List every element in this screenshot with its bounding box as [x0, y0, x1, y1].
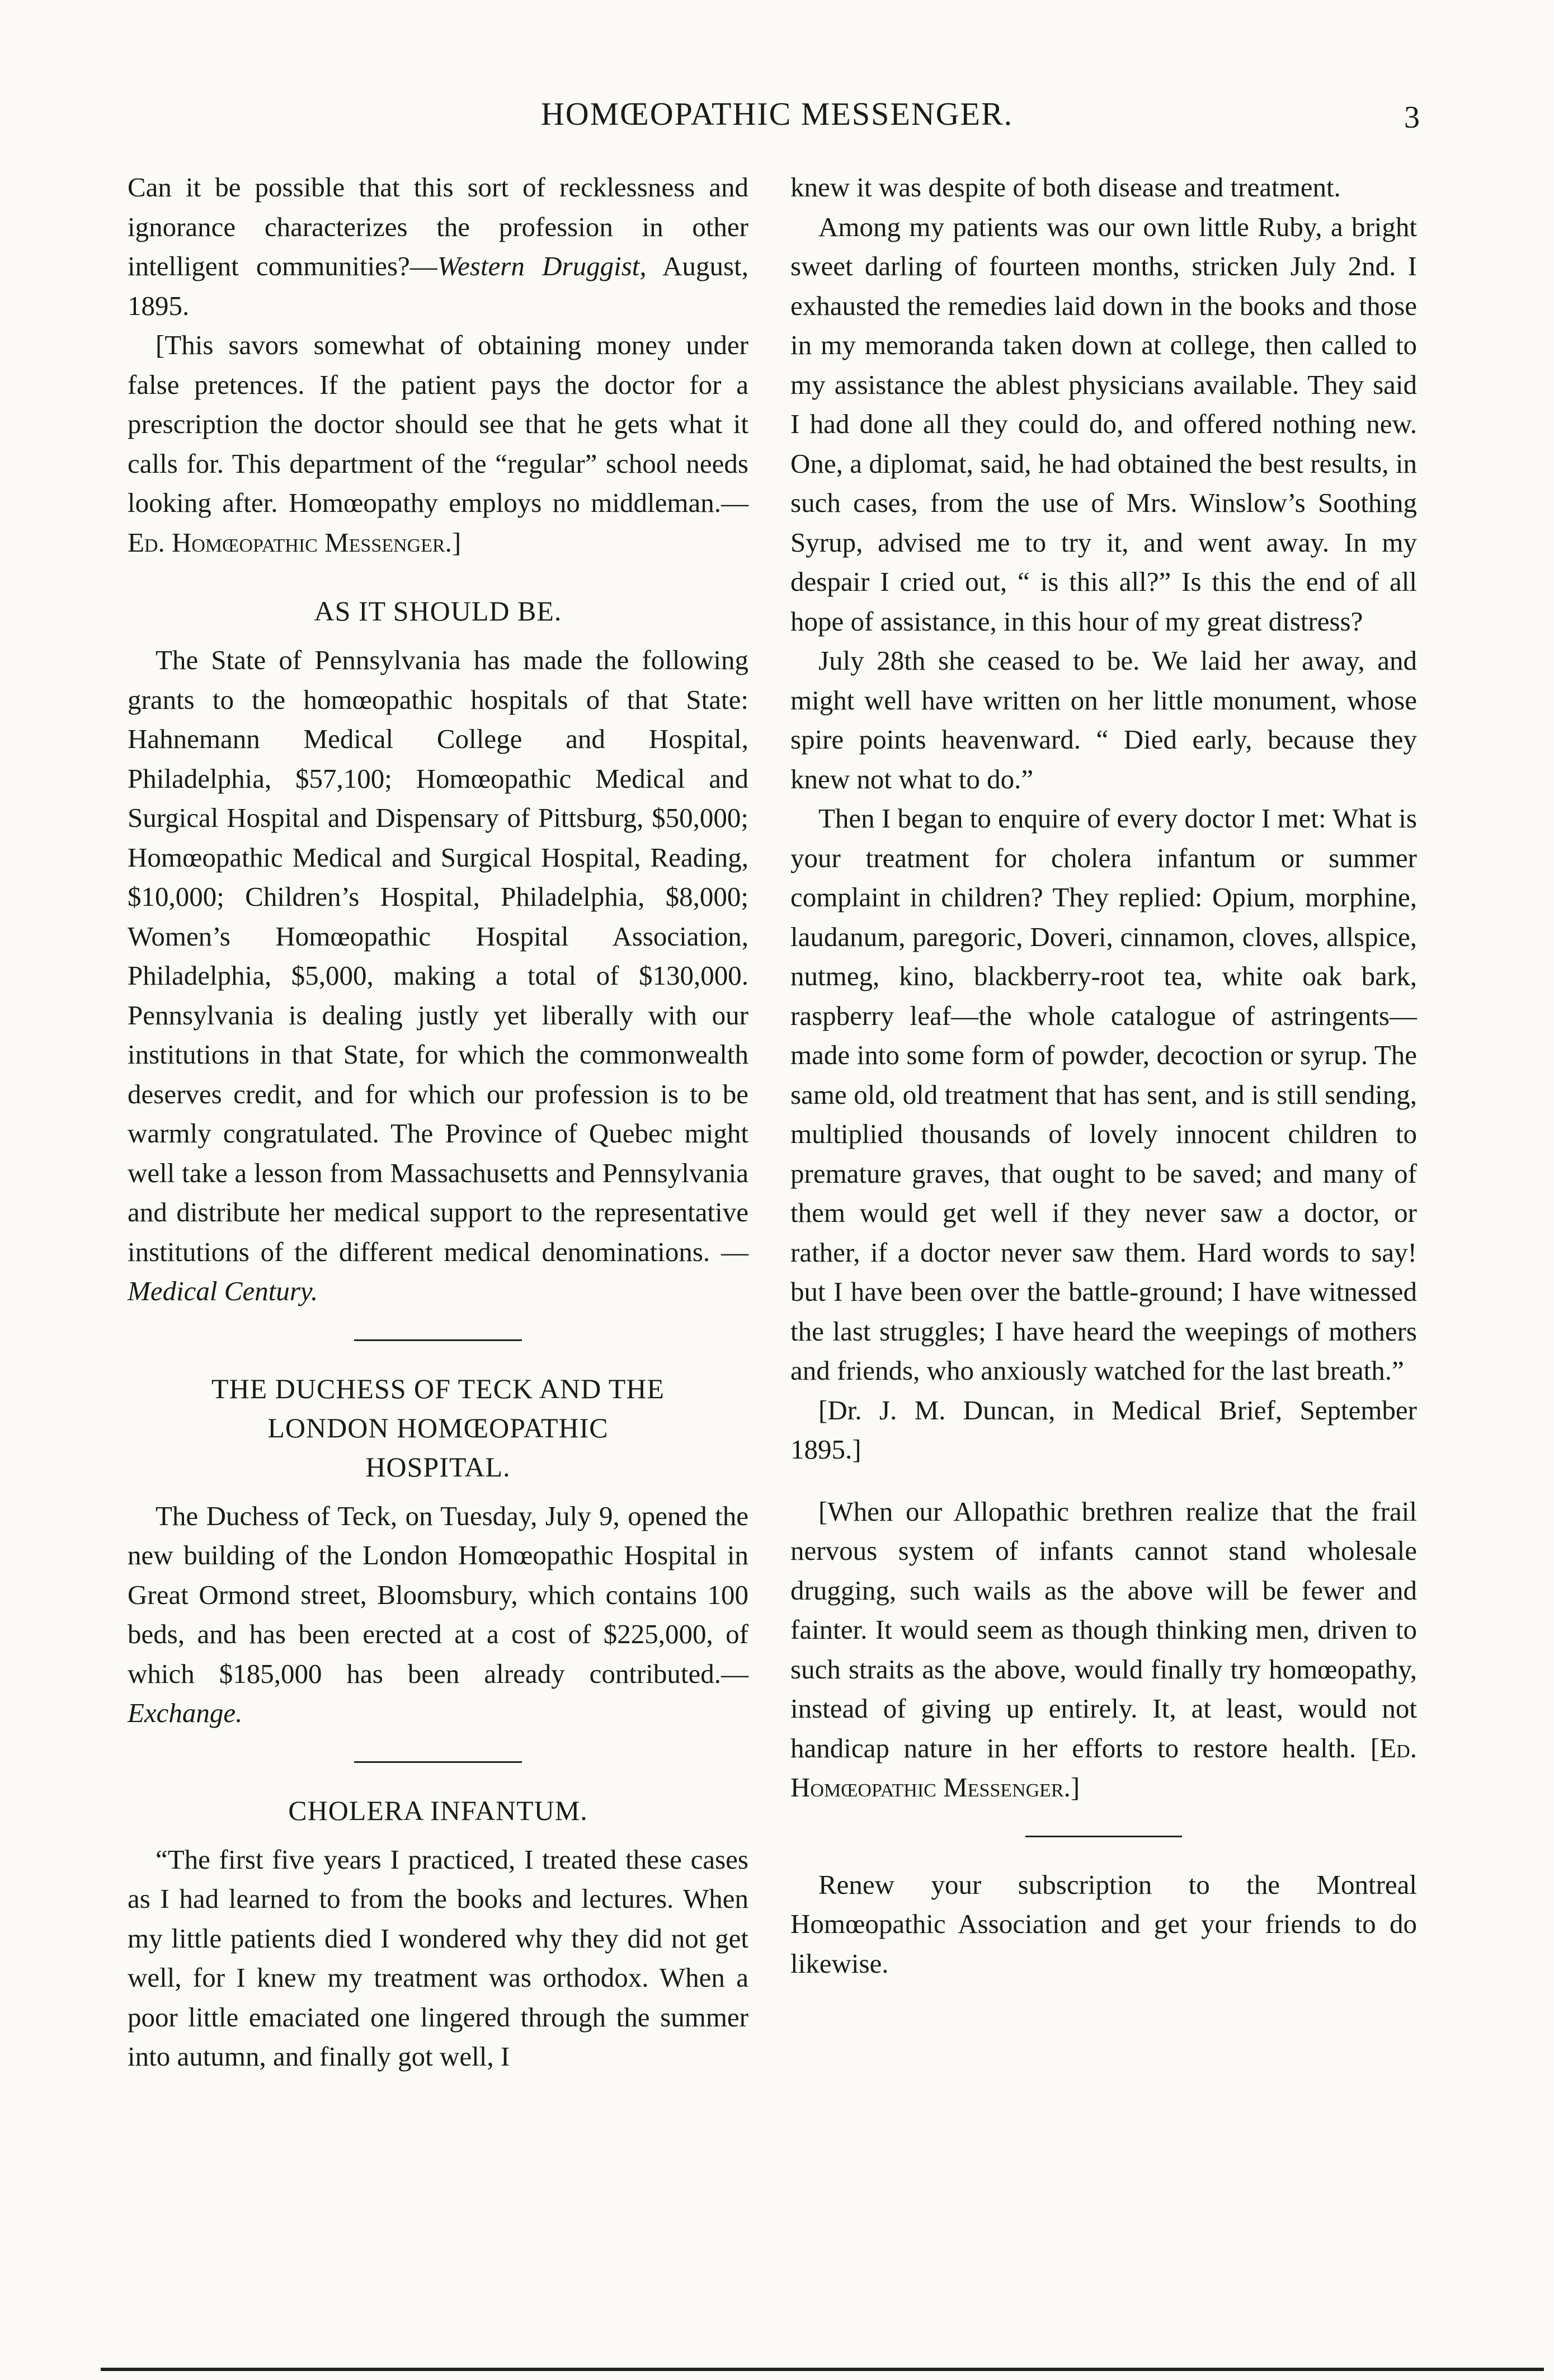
bottom-rule [101, 2368, 1544, 2371]
body-text: The Duchess of Teck, on Tuesday, July 9, opened the new building of the London Homœopathic Hospital in Great Ormond street, Bloomsbury, which contains 100 beds, and has been erected at a cost of $225,000, of which $185,000 has been already contributed.— [128, 1500, 748, 1689]
page-number: 3 [1404, 100, 1420, 135]
citation: [Dr. J. M. Duncan, in Medical Brief, September 1895.] [790, 1394, 1417, 1465]
intro-date: August, 1895. [128, 251, 748, 321]
title-line: THE DUCHESS OF TECK AND THE [211, 1372, 665, 1404]
intro-paragraph [128, 168, 748, 326]
section-title: CHOLERA INFANTUM. [288, 1794, 588, 1826]
editor-signature: Ed. Homœopathic Messenger.] [790, 1732, 1417, 1803]
section-title [128, 1369, 748, 1487]
body-text: The State of Pennsylvania has made the following grants to the homœopathic hospitals of that State: Hahnemann Medical College and Hospital, Philadelphia, $57,100; Homœopathic Medical and Surgical Hospital and Dispensary of Pittsburg, $50,000; Homœopathic Medical and Surgical Hospital, Reading, $10,000; Children’s Hospital, Philadelphia, $8,000; Women’s Homœopathic Hospital Association, Philadelphia, $5,000, making a total of $130,000. Pennsylvania is dealing justly yet liberally with our institutions in that State, for which the commonwealth deserves credit, and for which our profession is to be warmly congratulated. The Province of Quebec might well take a lesson from Massachusetts and Pennsylvania and distribute her medical support to the representative institutions of the different medical denominations. — [128, 645, 748, 1267]
page-header [0, 95, 1554, 157]
continued-paragraph: knew it was despite of both disease and treatment. [790, 172, 1341, 203]
divider-rule [354, 1761, 522, 1763]
editor-note-left [128, 326, 748, 562]
title-line: LONDON HOMŒOPATHIC [267, 1412, 609, 1443]
divider-rule [354, 1339, 522, 1341]
title-line: HOSPITAL. [365, 1451, 511, 1483]
subscription-notice: Renew your subscription to the Montreal Homœopathic Association and get your friends to do likewise. [790, 1869, 1417, 1979]
source-citation: Exchange. [128, 1697, 243, 1728]
intro-source: Western Druggist, [437, 251, 647, 281]
editor-note-text: [When our Allopathic brethren realize that the frail nervous system of infants cannot stand wholesale drugging, such wails as the above will be fewer and fainter. It would seem as though thinking men, driven to such straits as the above, would finally try homœopathy, instead of giving up entirely. It, at least, would not handicap nature in her efforts to restore health. [ [790, 1495, 1417, 1763]
journal-title: HOMŒOPATHIC MESSENGER. [540, 96, 1014, 132]
section-duchess-of-teck [128, 1369, 748, 1733]
left-column [128, 168, 748, 2077]
section-body [128, 641, 748, 1311]
section-body: “The first five years I practiced, I treated these cases as I had learned to from the books and lectures. When my little patients died I wondered why they did not get well, for I knew my treatment was orthodox. When a poor little emaciated one lingered through the summer into autumn, and finally got well, I [128, 1843, 748, 2072]
paragraph: July 28th she ceased to be. We laid her away, and might well have written on her little monument, whose spire points heavenward. “ Died early, because they knew not what to do.” [790, 645, 1417, 794]
intro-text: Can it be possible that this sort of recklessness and ignorance characterizes the profession in other intelligent communities?— [128, 172, 748, 281]
editor-signature: Ed. Homœopathic Messenger.] [128, 526, 462, 558]
section-body [128, 1497, 748, 1733]
section-as-it-should-be [128, 591, 748, 1311]
right-column [790, 168, 1417, 1983]
editor-note-text: [This savors somewhat of obtaining money under false pretences. If the patient pays the doctor for a prescription the doctor should see that he gets what it calls for. This department of the “regular” school needs looking after. Homœopathy employs no middleman.— [128, 330, 748, 518]
editor-note-right [790, 1492, 1417, 1808]
divider-rule [1025, 1836, 1182, 1837]
section-cholera-infantum [128, 1791, 748, 2077]
section-title: AS IT SHOULD BE. [314, 595, 562, 627]
paragraph: Then I began to enquire of every doctor I met: What is your treatment for cholera infantum or summer complaint in children? They replied: Opium, morphine, laudanum, paregoric, Doveri, cinnamon, cloves, allspice, nutmeg, kino, blackberry-root tea, white oak bark, raspberry leaf—the whole catalogue of astringents—made into some form of powder, decoction or syrup. The same old, old treatment that has sent, and is still sending, multiplied thousands of lovely innocent children to premature graves, that ought to be saved; and many of them would get well if they never saw a doctor, or rather, if a doctor never saw them. Hard words to say! but I have been over the battle-ground; I have witnessed the last struggles; I have heard the weepings of mothers and friends, who anxiously watched for the last breath.” [790, 803, 1417, 1386]
source-citation: Medical Century. [128, 1276, 318, 1306]
paragraph: Among my patients was our own little Ruby, a bright sweet darling of fourteen months, stricken July 2nd. I exhausted the remedies laid down in the books and those in my memoranda taken down at college, then called to my assistance the ablest physicians available. They said I had done all they could do, and offered nothing new. One, a diplomat, said, he had obtained the best results, in such cases, from the use of Mrs. Winslow’s Soothing Syrup, advised me to try it, and went away. In my despair I cried out, “ is this all?” Is this the end of all hope of assistance, in this hour of my great distress? [790, 211, 1417, 637]
